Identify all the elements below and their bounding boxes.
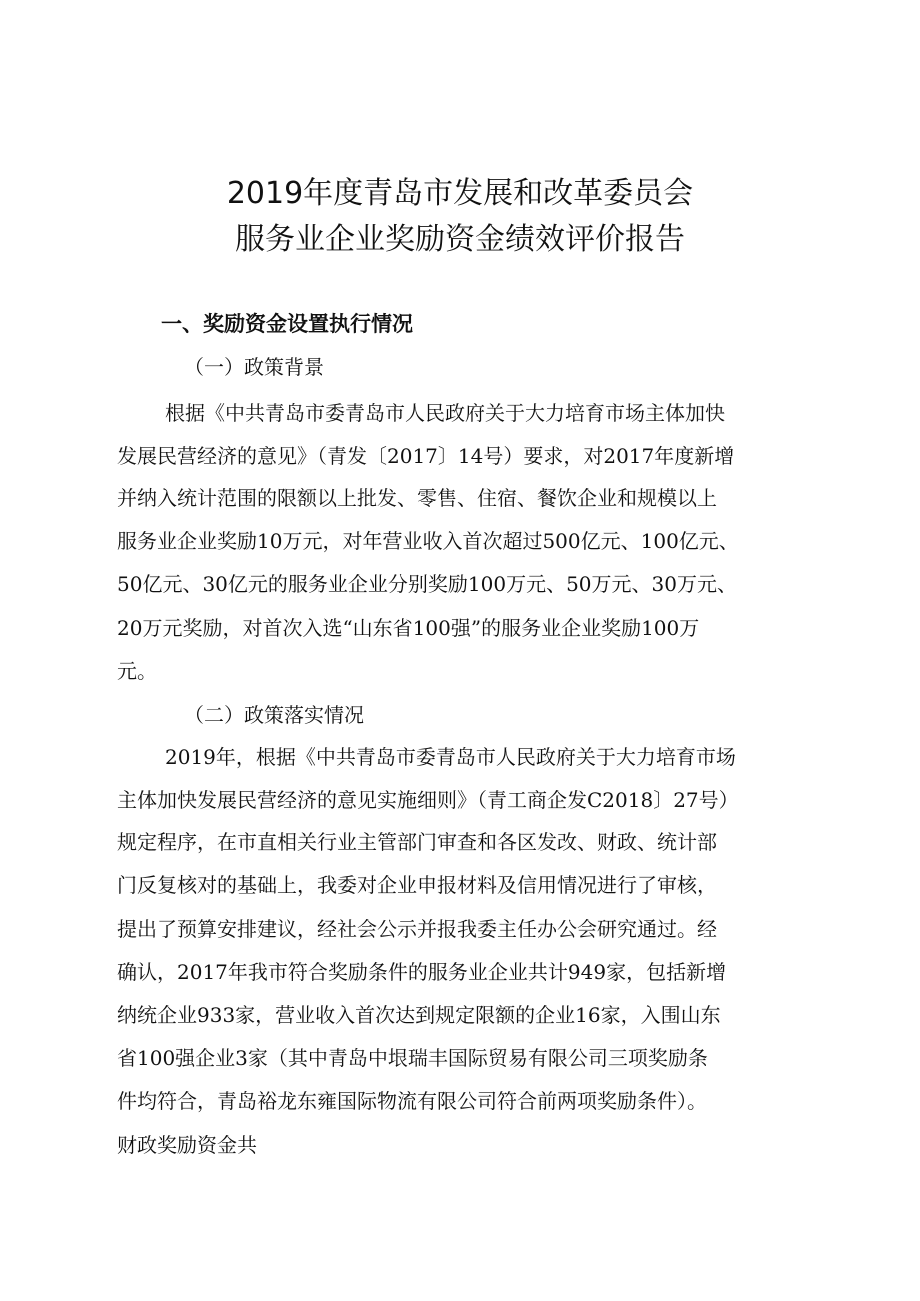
paragraph-line: 根据《中共青岛市委青岛市人民政府关于大力培育市场主体加快 (165, 401, 725, 425)
document-title-line-1: 2019年度青岛市发展和改革委员会 (226, 176, 694, 211)
paragraph-line: 纳统企业933家，营业收入首次达到规定限额的企业16家，入围山东 (117, 1003, 721, 1027)
paragraph-line: 提出了预算安排建议，经社会公示并报我委主任办公会研究通过。经 (117, 917, 717, 941)
paragraph-line: 主体加快发展民营经济的意见实施细则》（青工商企发C2018〕27号） (117, 788, 739, 812)
paragraph-line: 20万元奖励，对首次入选“山东省100强”的服务业企业奖励100万 (117, 616, 700, 640)
paragraph-line: 并纳入统计范围的限额以上批发、零售、住宿、餐饮企业和规模以上 (117, 486, 717, 510)
paragraph-line: 门反复核对的基础上，我委对企业申报材料及信用情况进行了审核， (117, 873, 717, 897)
document-title-line-2: 服务业企业奖励资金绩效评价报告 (235, 222, 685, 257)
subsection-heading-1: （一）政策背景 (184, 355, 324, 379)
paragraph-line: 2019年，根据《中共青岛市委青岛市人民政府关于大力培育市场 (165, 745, 736, 769)
subsection-heading-2: （二）政策落实情况 (184, 703, 364, 727)
paragraph-line: 发展民营经济的意见》（青发〔2017〕14号）要求，对2017年度新增 (117, 444, 735, 468)
paragraph-line: 财政奖励资金共 (117, 1133, 257, 1157)
paragraph-line: 元。 (117, 659, 157, 683)
paragraph-line: 50亿元、30亿元的服务业企业分别奖励100万元、50万元、30万元、 (117, 572, 737, 596)
paragraph-line: 规定程序，在市直相关行业主管部门审查和各区发改、财政、统计部 (117, 830, 717, 854)
section-heading-1: 一、奖励资金设置执行情况 (161, 312, 413, 336)
paragraph-line: 件均符合，青岛裕龙东雍国际物流有限公司符合前两项奖励条件）。 (117, 1089, 707, 1113)
paragraph-line: 确认，2017年我市符合奖励条件的服务业企业共计949家，包括新增 (117, 960, 727, 984)
paragraph-line: 服务业企业奖励10万元，对年营业收入首次超过500亿元、100亿元、 (117, 529, 739, 553)
paragraph-line: 省100强企业3家（其中青岛中垠瑞丰国际贸易有限公司三项奖励条 (117, 1046, 708, 1070)
